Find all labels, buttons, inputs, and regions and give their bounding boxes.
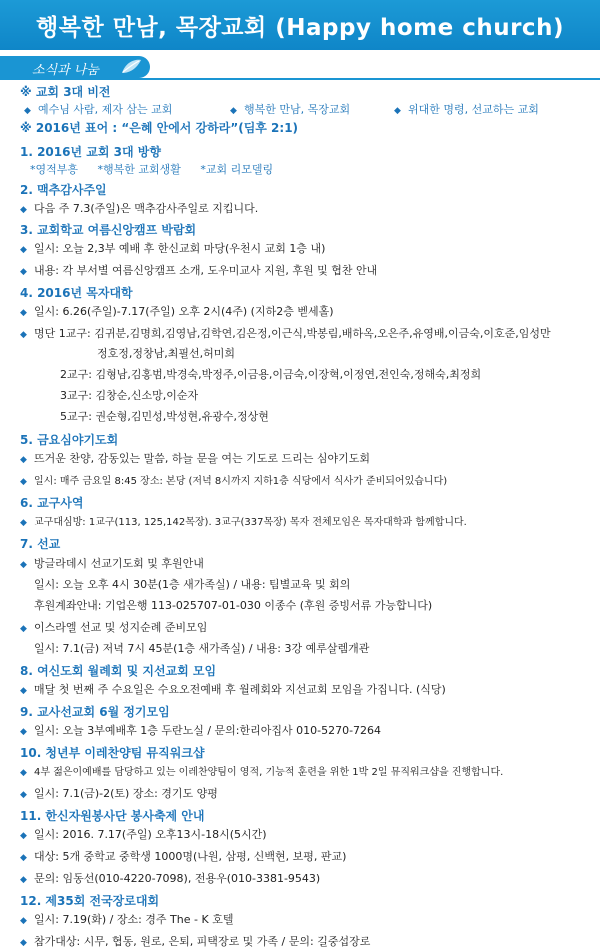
sec9-line-1: ◆ 일시: 오늘 3부예배후 1층 두란노실 / 문의:한리아집사 010-5270-7264	[20, 724, 382, 737]
sec12-title: 12. 제35회 전국장로대회	[20, 894, 160, 908]
sec3-line-2: ◆ 내용: 각 부서별 여름신앙캠프 소개, 도우미교사 지원, 후원 및 협찬 안내	[20, 264, 378, 277]
sec7-line-4: ◆ 이스라엘 선교 및 성지순례 준비모임	[20, 621, 208, 634]
sec12-line-2: ◆ 참가대상: 시무, 협동, 원로, 은퇴, 피택장로 및 가족 / 문의: 길중섭장로	[20, 935, 371, 948]
sec8-line-1: ◆ 매달 첫 번째 주 수요일은 수요오전예배 후 월례회와 지선교회 모임을 가집니다. (식당)	[20, 683, 446, 696]
section-label: 소식과 나눔	[32, 63, 99, 78]
sec5-line-1: ◆ 뜨거운 찬양, 감동있는 말씀, 하늘 문을 여는 기도로 드리는 심야기도회	[20, 452, 370, 465]
vision-item-1: ◆ 예수님 사람, 제자 삼는 교회	[24, 103, 173, 116]
sec7-line-2: 일시: 오늘 오후 4시 30분(1층 새가족실) / 내용: 팀별교육 및 회의	[34, 578, 351, 591]
vision-item-3: ◆ 위대한 명령, 선교하는 교회	[394, 103, 539, 116]
sec11-line-1: ◆ 일시: 2016. 7.17(주일) 오후13시-18시(5시간)	[20, 828, 267, 841]
sec11-title: 11. 한신자원봉사단 봉사축제 안내	[20, 809, 205, 823]
vision-title: ※ 교회 3대 비전	[20, 85, 111, 99]
sec2-line-1: ◆ 다음 주 7.3(주일)은 맥추감사주일로 지킵니다.	[20, 202, 259, 215]
sec10-title: 10. 청년부 이레찬양팀 뮤직워크샵	[20, 746, 205, 760]
sec7-title: 7. 선교	[20, 537, 61, 551]
sec4-line-6: 5교구: 권순형,김민성,박성현,유광수,정상현	[60, 410, 269, 423]
sec12-line-1: ◆ 일시: 7.19(화) / 장소: 경주 The - K 호텔	[20, 913, 234, 926]
year-motto: ※ 2016년 표어 : “은혜 안에서 강하라”(딤후 2:1)	[20, 121, 299, 135]
sec1-title: 1. 2016년 교회 3대 방향	[20, 145, 161, 159]
section-rule	[0, 78, 600, 80]
sec11-line-2: ◆ 대상: 5개 중학교 중학생 1000명(나원, 삼평, 신백현, 보평, 판교)	[20, 850, 347, 863]
sec6-line-1: ◆ 교구대심방: 1교구(113, 125,142목장). 3교구(337목장) 목자 전체모임은 목자대학과 함께합니다.	[20, 517, 467, 528]
sec5-title: 5. 금요심야기도회	[20, 433, 119, 447]
section-tab	[0, 56, 150, 78]
sec7-line-3: 후원계좌안내: 기업은행 113-025707-01-030 이종수 (후원 증빙서류 가능합니다)	[34, 599, 433, 612]
sec1-items: *영적부흥 *행복한 교회생활 *교회 리모델링	[30, 163, 274, 176]
leaf-icon	[120, 58, 142, 76]
page-title: 행복한 만남, 목장교회 (Happy home church)	[36, 15, 564, 41]
sec9-title: 9. 교사선교회 6월 정기모임	[20, 705, 170, 719]
sec4-title: 4. 2016년 목자대학	[20, 286, 133, 300]
sec8-title: 8. 여신도회 월례회 및 지선교회 모임	[20, 664, 217, 678]
sec6-title: 6. 교구사역	[20, 496, 84, 510]
vision-item-2: ◆ 행복한 만남, 목장교회	[230, 103, 351, 116]
sec4-line-1: ◆ 일시: 6.26(주일)-7.17(주일) 오후 2시(4주) (지하2층 벧세홀)	[20, 305, 334, 318]
sec10-line-2: ◆ 일시: 7.1(금)-2(토) 장소: 경기도 양평	[20, 787, 218, 800]
sec4-line-4: 2교구: 김형남,김홍범,박경숙,박정주,이금용,이금숙,이장혁,이정연,전인숙,정해숙,최정희	[60, 368, 482, 381]
sec2-title: 2. 맥추감사주일	[20, 183, 107, 197]
sec3-line-1: ◆ 일시: 오늘 2,3부 예배 후 한신교회 마당(우천시 교회 1층 내)	[20, 242, 326, 255]
header-banner	[0, 0, 600, 50]
sec4-line-5: 3교구: 김창순,신소망,이순자	[60, 389, 199, 402]
sec5-line-2: ◆ 일시: 매주 금요일 8:45 장소: 본당 (저녁 8시까지 지하1층 식당에서 식사가 준비되어있습니다)	[20, 476, 448, 487]
sec10-line-1: ◆ 4부 젊은이예배를 담당하고 있는 이레찬양팀이 영적, 기능적 훈련을 위한 1박 2일 뮤직워크샵을 진행합니다.	[20, 767, 504, 778]
sec4-line-3: 정호정,정창남,최필선,허미희	[97, 347, 236, 360]
sec11-line-3: ◆ 문의: 임동선(010-4220-7098), 전용우(010-3381-9543)	[20, 872, 321, 885]
sec7-line-5: 일시: 7.1(금) 저녁 7시 45분(1층 새가족실) / 내용: 3강 예루살렘개관	[34, 642, 370, 655]
sec7-line-1: ◆ 방글라데시 선교기도회 및 후원안내	[20, 557, 204, 570]
sec3-title: 3. 교회학교 여름신앙캠프 박람회	[20, 223, 197, 237]
sec4-line-2: ◆ 명단 1교구: 김귀분,김명희,김영남,김학연,김은정,이근식,박봉림,배하옥,오은주,유영배,이금숙,이호준,임성만	[20, 327, 551, 340]
